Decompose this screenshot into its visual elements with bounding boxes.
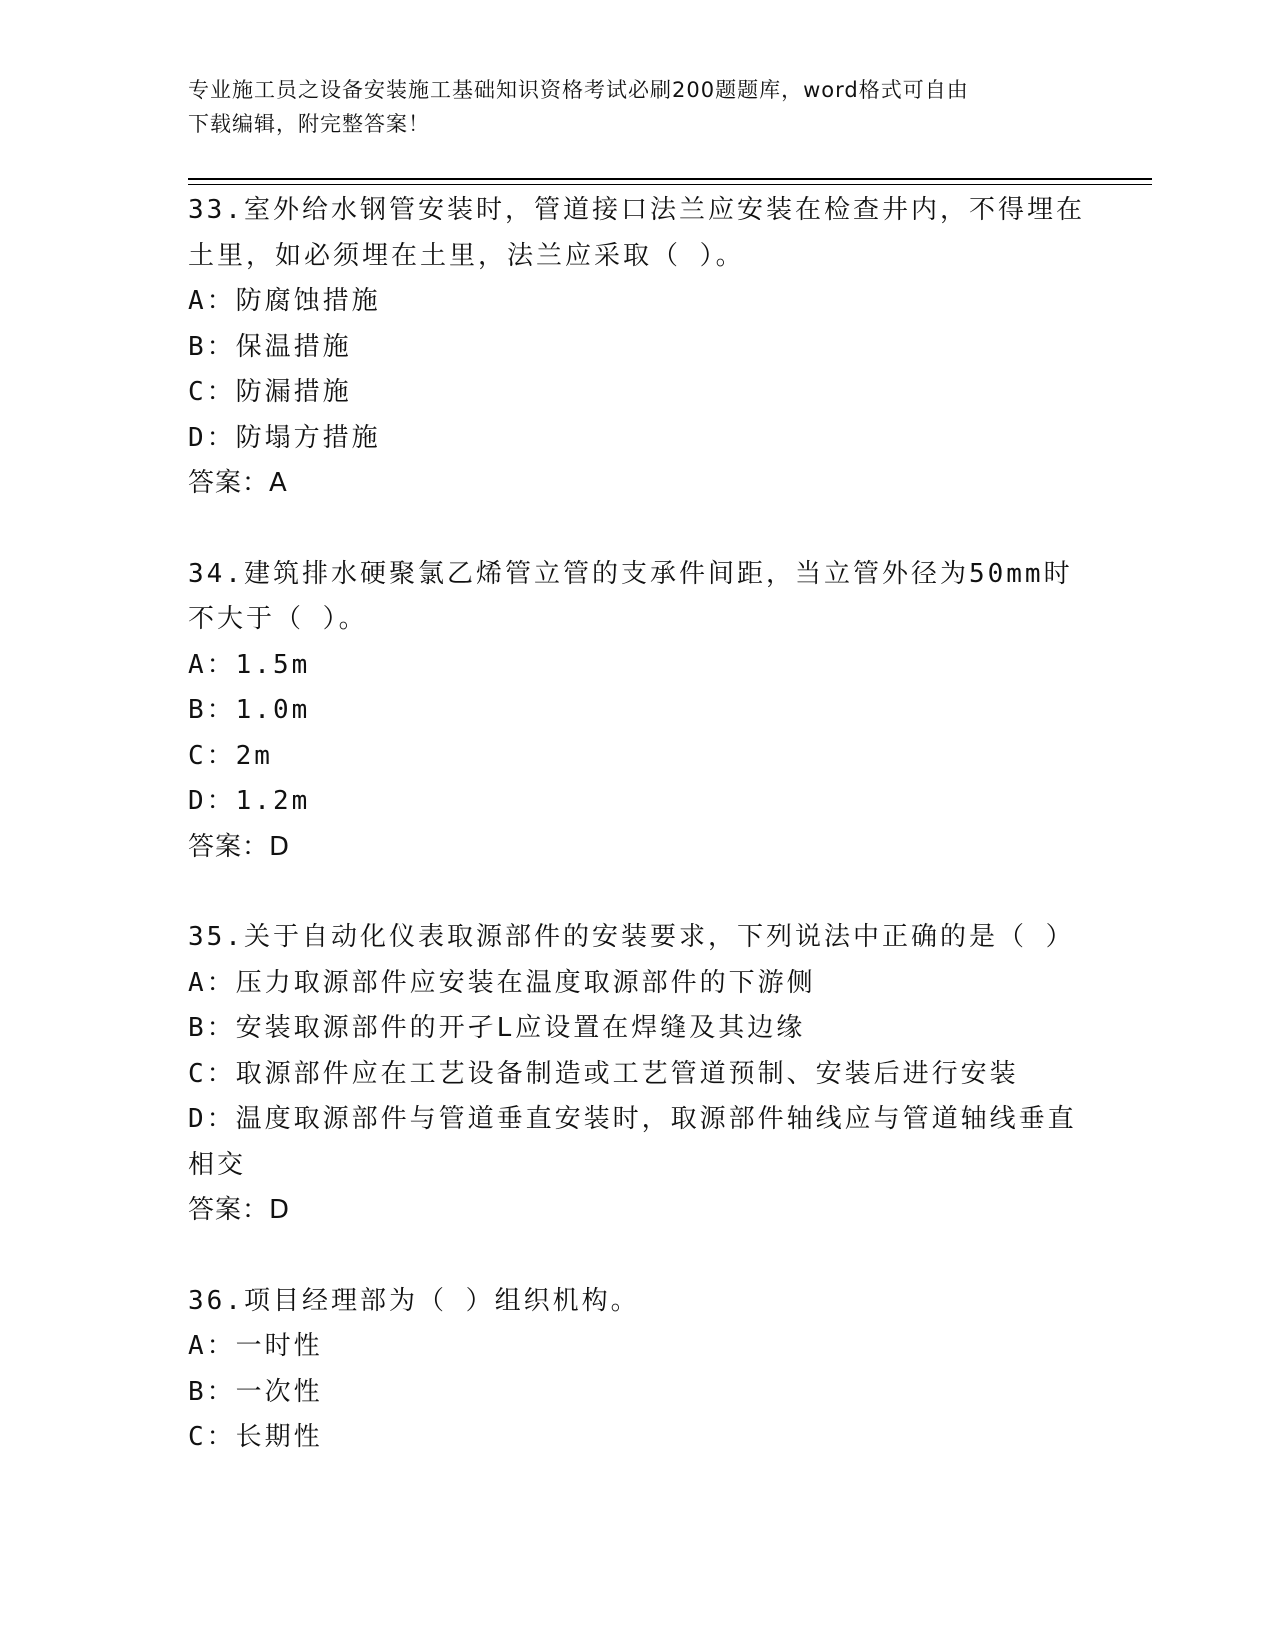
- answer: 答案：D: [188, 831, 291, 862]
- question-34: [188, 552, 1088, 871]
- question-35: [188, 915, 1088, 1234]
- question-list: [188, 188, 1088, 1506]
- option-a: A：压力取源部件应安装在温度取源部件的下游侧: [188, 967, 816, 998]
- option-d-continued: 相交: [188, 1149, 247, 1180]
- question-stem: 33.室外给水钢管安装时，管道接口法兰应安装在检查井内，不得埋在: [188, 195, 1085, 225]
- option-c: C：防漏措施: [188, 377, 352, 407]
- answer: 答案：D: [188, 1195, 291, 1225]
- option-d: D：温度取源部件与管道垂直安装时，取源部件轴线应与管道轴线垂直: [188, 1104, 1077, 1134]
- option-b: B：保温措施: [188, 331, 352, 362]
- header-divider-thick: [188, 178, 1152, 180]
- question-36: [188, 1279, 1088, 1461]
- option-c: C：长期性: [188, 1422, 323, 1452]
- question-stem: 34.建筑排水硬聚氯乙烯管立管的支承件间距，当立管外径为50mm时: [188, 558, 1073, 589]
- document-header: [188, 73, 1068, 141]
- option-d: D：1.2m: [188, 786, 311, 816]
- option-d: D：防塌方措施: [188, 422, 381, 453]
- question-stem: 36.项目经理部为（ ）组织机构。: [188, 1285, 640, 1316]
- header-line-1: 专业施工员之设备安装施工基础知识资格考试必刷200题题库，word格式可自由: [188, 78, 969, 102]
- header-line-2: 下载编辑，附完整答案！: [188, 112, 430, 136]
- question-stem: 35.关于自动化仪表取源部件的安装要求，下列说法中正确的是（ ）: [188, 922, 1075, 952]
- option-c: C：2m: [188, 740, 273, 771]
- question-33: [188, 188, 1088, 507]
- option-a: A：防腐蚀措施: [188, 286, 381, 316]
- question-stem-continued: 土里，如必须埋在土里，法兰应采取（ ）。: [188, 240, 745, 271]
- option-a: A：一时性: [188, 1331, 323, 1361]
- option-a: A：1.5m: [188, 649, 311, 680]
- answer: 答案：A: [188, 468, 288, 498]
- option-b: B：1.0m: [188, 695, 311, 725]
- option-c: C：取源部件应在工艺设备制造或工艺管道预制、安装后进行安装: [188, 1058, 1019, 1089]
- option-b: B：安装取源部件的开孑L应设置在焊缝及其边缘: [188, 1013, 806, 1043]
- option-b: B：一次性: [188, 1376, 323, 1407]
- header-divider-thin: [188, 184, 1152, 185]
- question-stem-continued: 不大于（ ）。: [188, 604, 368, 634]
